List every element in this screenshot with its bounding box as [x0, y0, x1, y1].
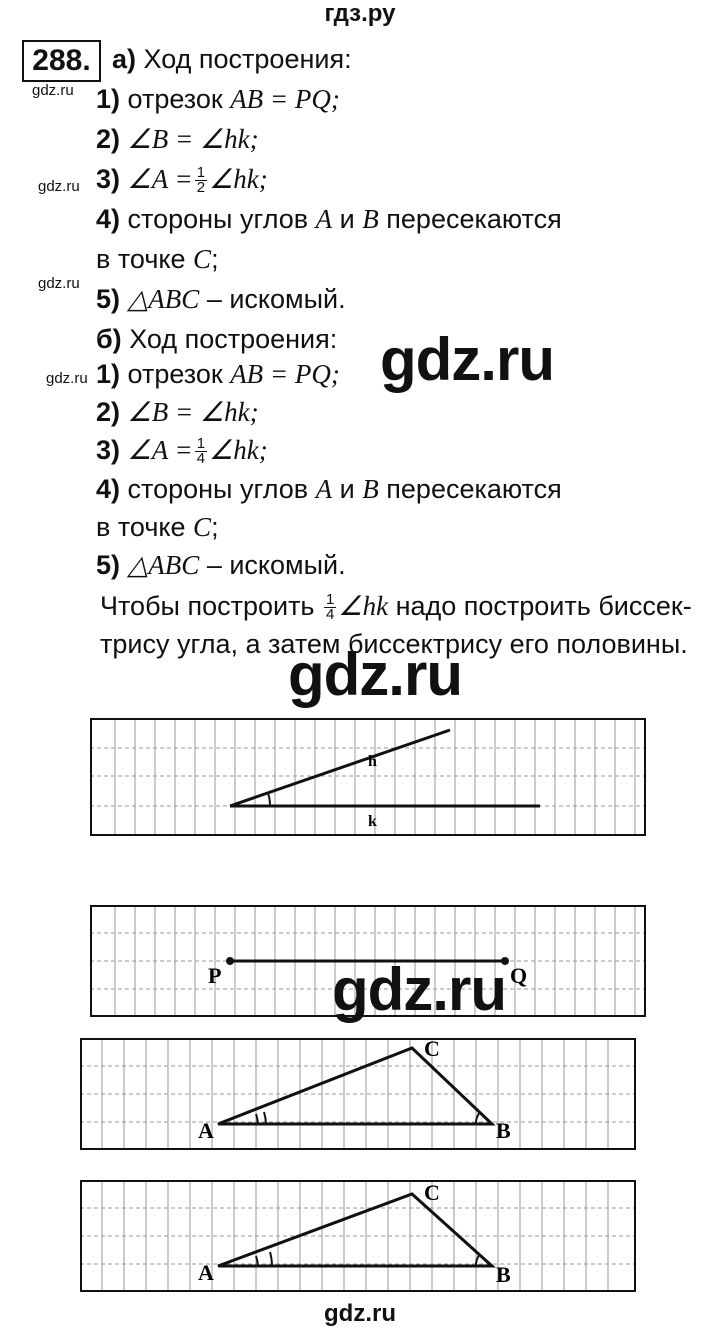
- part-a-step-4: 4) стороны углов A и B пересекаются: [96, 204, 562, 234]
- note-line-2: трису угла, а затем биссектрису его половины.: [100, 629, 688, 659]
- fraction: $\frac{1}{4}$: [196, 435, 206, 468]
- part-a-step-1: 1) отрезок AB = PQ;: [96, 84, 340, 114]
- site-title-bottom: gdz.ru: [324, 1300, 396, 1327]
- triangle-abc: [218, 1048, 492, 1124]
- triangle-a-figure: [80, 1038, 636, 1150]
- label-b: B: [496, 1262, 511, 1287]
- part-a-step-2: 2) ∠B = ∠hk;: [96, 124, 259, 154]
- label-b: B: [496, 1118, 511, 1143]
- label-h: h: [368, 753, 377, 770]
- part-a-step-5: 5) △ABC – искомый.: [96, 284, 346, 314]
- part-b-step-4: 4) стороны углов A и B пересекаются: [96, 474, 562, 504]
- grid-lines: [80, 1038, 636, 1150]
- triangle-b-figure: [80, 1180, 636, 1292]
- triangle-abc: [218, 1194, 492, 1266]
- watermark-big: gdz.ru: [332, 956, 506, 1023]
- part-b-step-3: 3) ∠A = $\frac{1}{4}$ ∠hk;: [96, 435, 268, 468]
- label-a: A: [198, 1260, 214, 1285]
- part-a-step-4-cont: в точке C;: [96, 244, 219, 274]
- part-a-header: а) Ход построения:: [112, 44, 352, 74]
- angle-arc: [268, 793, 270, 806]
- ray-h: [230, 730, 450, 806]
- label-a: A: [198, 1118, 214, 1143]
- part-b-step-5: 5) △ABC – искомый.: [96, 550, 346, 580]
- watermark-small: gdz.ru: [46, 370, 88, 387]
- grid-lines: [80, 1180, 636, 1292]
- watermark-small: gdz.ru: [38, 178, 80, 195]
- part-b-header: б) Ход построения:: [96, 324, 338, 354]
- label-p: P: [208, 963, 222, 988]
- part-b-step-1: 1) отрезок AB = PQ;: [96, 359, 340, 389]
- label-c: C: [424, 1180, 440, 1205]
- fraction: $\frac{1}{4}$: [326, 591, 335, 624]
- label-k: k: [368, 813, 377, 830]
- note-line-1: Чтобы построить $\frac{1}{4}$ ∠hk надо построить биссек-: [100, 591, 692, 624]
- label-q: Q: [510, 963, 528, 988]
- watermark-big: gdz.ru: [380, 326, 554, 393]
- label-c: C: [424, 1038, 440, 1061]
- part-a-step-3: 3) ∠A = $\frac{1}{2}$ ∠hk;: [96, 164, 268, 197]
- part-b-step-4-cont: в точке C;: [96, 512, 219, 542]
- watermark-small: gdz.ru: [38, 275, 80, 292]
- watermark-big: gdz.ru: [288, 641, 462, 708]
- task-number: 288.: [22, 40, 101, 82]
- point-p: [226, 957, 234, 965]
- fraction: $\frac{1}{2}$: [196, 164, 206, 197]
- site-title-top: гдз.ру: [324, 0, 396, 27]
- watermark-small: gdz.ru: [32, 82, 74, 99]
- angle-hk-figure: [90, 718, 646, 836]
- part-b-step-2: 2) ∠B = ∠hk;: [96, 397, 259, 427]
